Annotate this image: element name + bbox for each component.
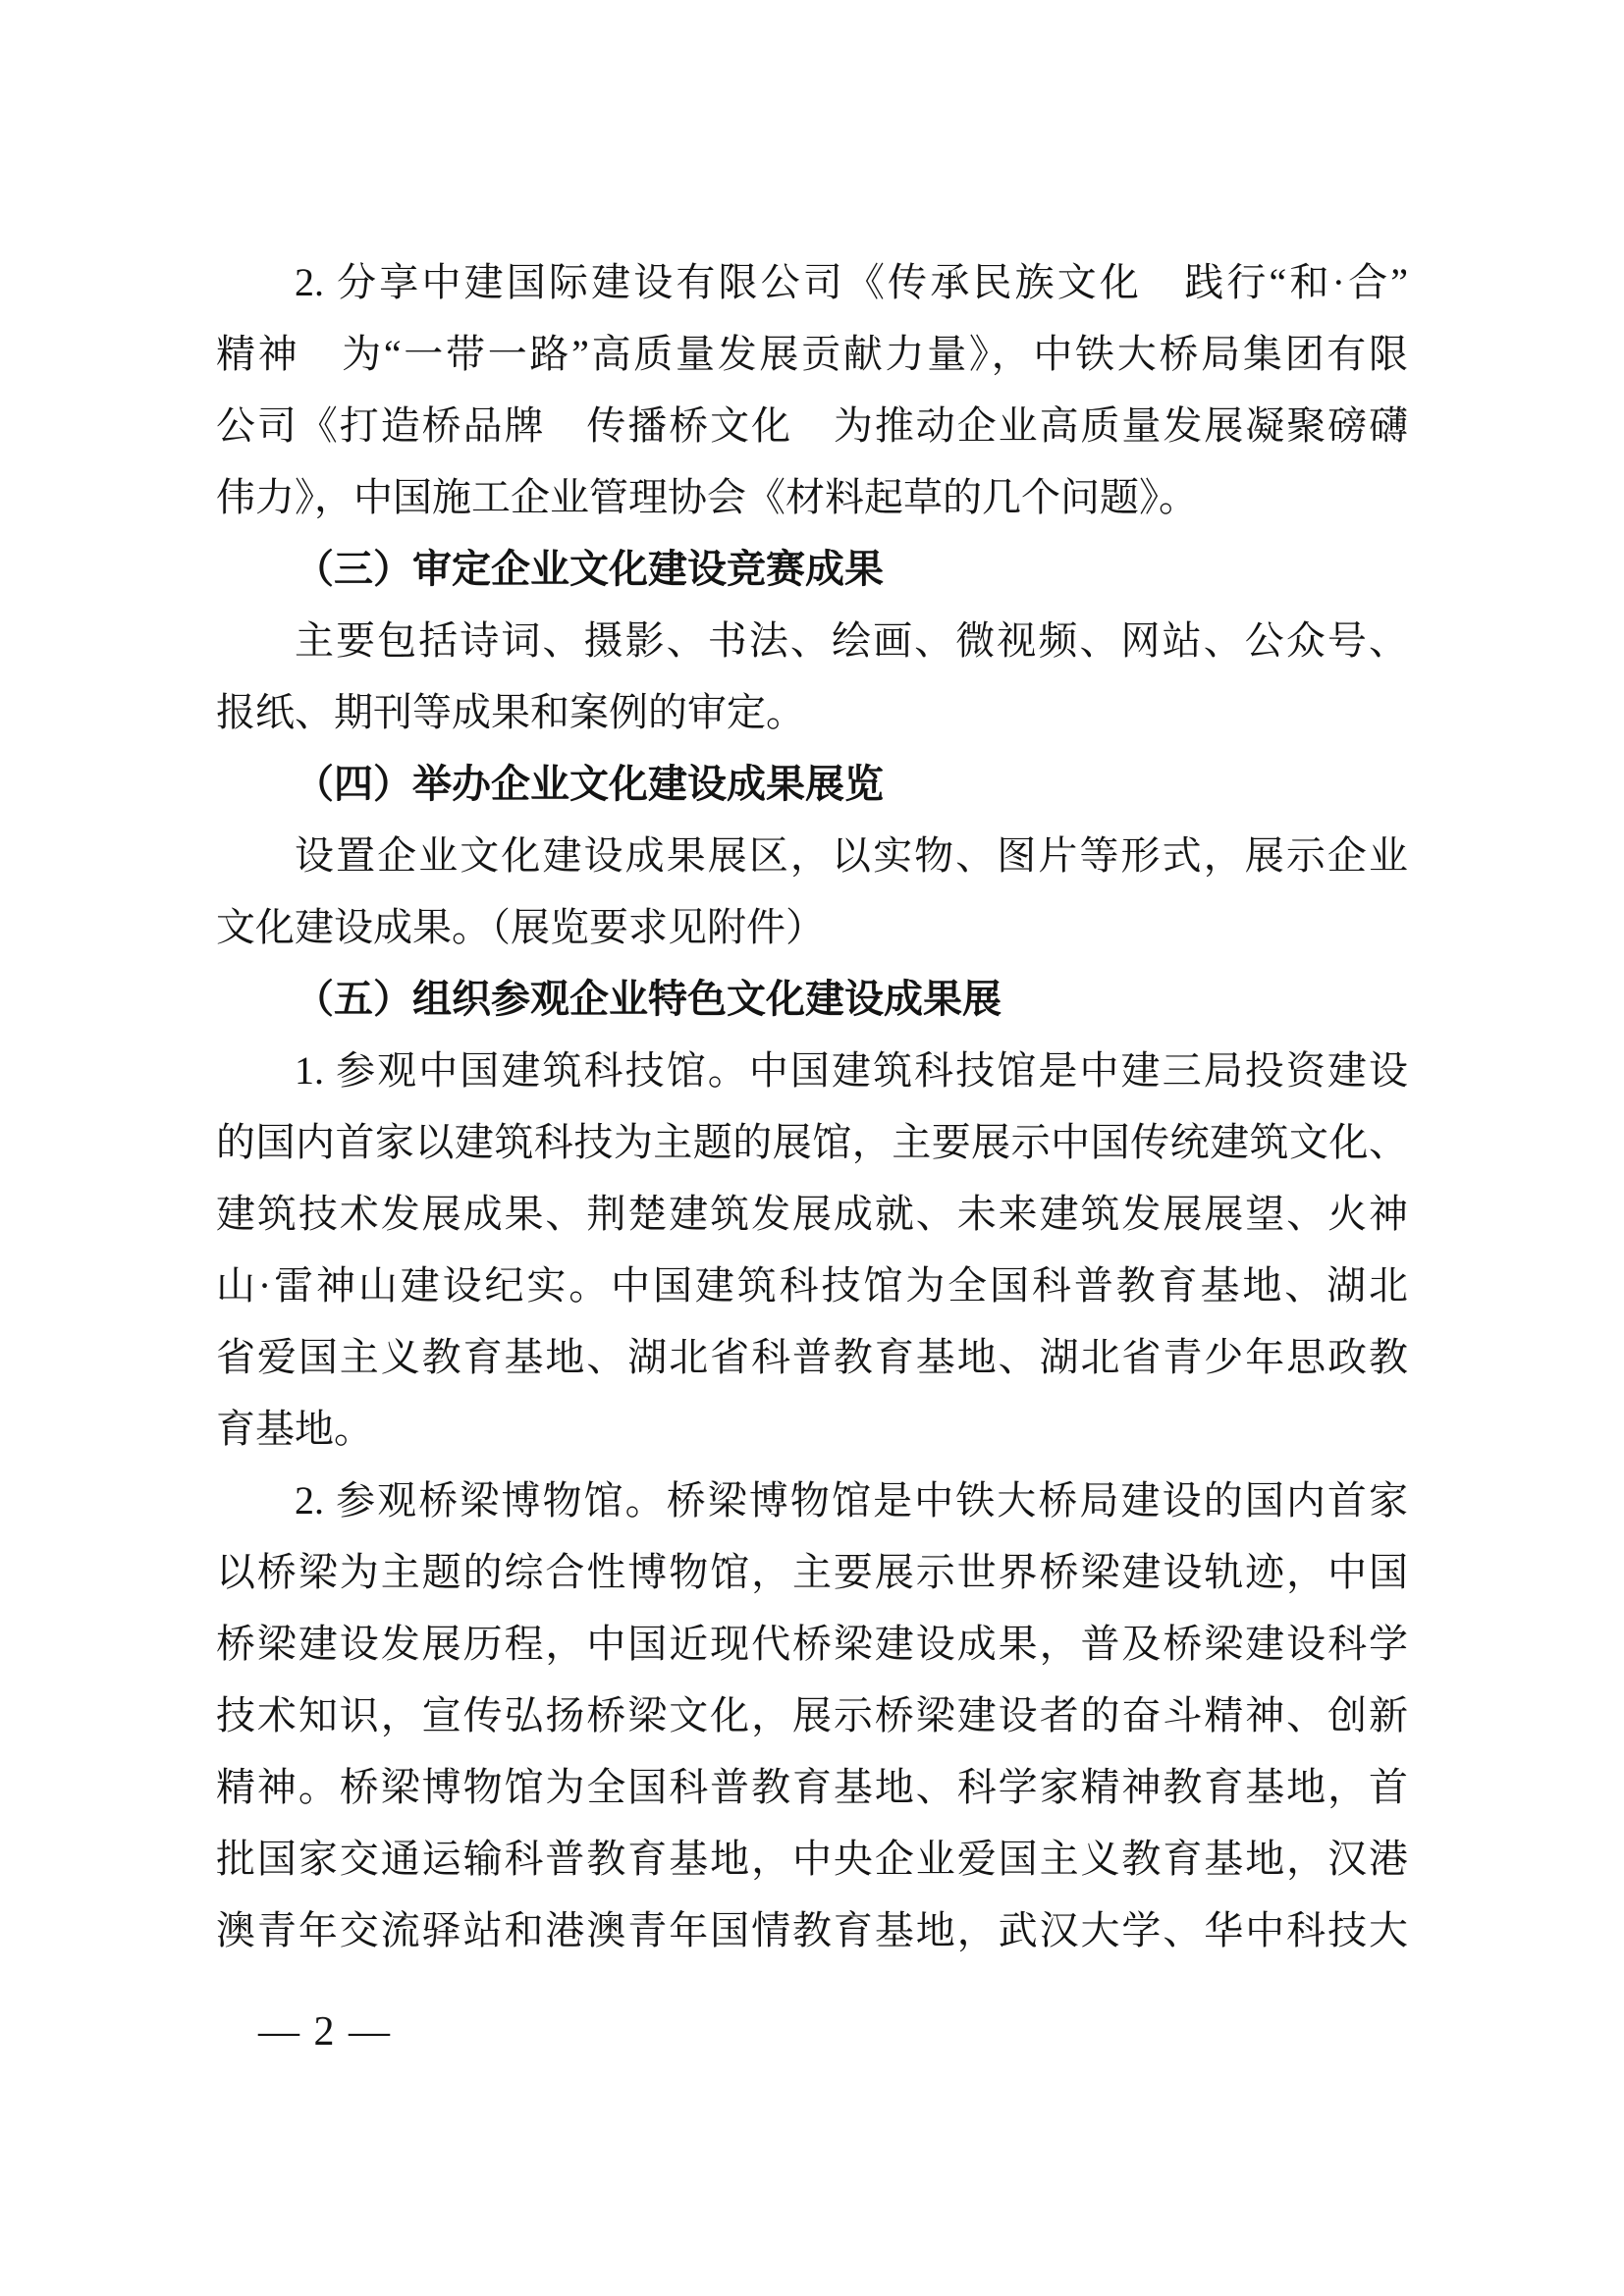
body-line: 精神。桥梁博物馆为全国科普教育基地、科学家精神教育基地，首 xyxy=(216,1765,1408,1809)
body-line: 建筑技术发展成果、荆楚建筑发展成就、未来建筑发展展望、火神 xyxy=(216,1192,1408,1236)
body-line: 的国内首家以建筑科技为主题的展馆，主要展示中国传统建筑文化、 xyxy=(216,1120,1408,1164)
body-line: 精神 为“一带一路”高质量发展贡献力量》，中铁大桥局集团有限 xyxy=(216,332,1408,376)
page-number: — 2 — xyxy=(258,2009,392,2055)
body-line: 公司《打造桥品牌 传播桥文化 为推动企业高质量发展凝聚磅礴 xyxy=(216,403,1408,448)
body-line: 2. 分享中建国际建设有限公司《传承民族文化 践行“和·合” xyxy=(295,260,1408,304)
body-line: 设置企业文化建设成果展区，以实物、图片等形式，展示企业 xyxy=(295,833,1408,878)
body-line: 育基地。 xyxy=(216,1407,373,1451)
section-heading-4: （四）举办企业文化建设成果展览 xyxy=(295,762,884,806)
body-line: 报纸、期刊等成果和案例的审定。 xyxy=(216,690,805,734)
body-line: 以桥梁为主题的综合性博物馆，主要展示世界桥梁建设轨迹，中国 xyxy=(216,1550,1408,1594)
body-line: 技术知识，宣传弘扬桥梁文化，展示桥梁建设者的奋斗精神、创新 xyxy=(216,1693,1408,1737)
body-line: 伟力》，中国施工企业管理协会《材料起草的几个问题》。 xyxy=(216,475,1198,519)
body-line: 文化建设成果。（展览要求见附件） xyxy=(216,905,825,949)
body-line: 山·雷神山建设纪实。中国建筑科技馆为全国科普教育基地、湖北 xyxy=(216,1263,1408,1308)
section-heading-5: （五）组织参观企业特色文化建设成果展 xyxy=(295,977,1001,1021)
body-line: 批国家交通运输科普教育基地，中央企业爱国主义教育基地，汉港 xyxy=(216,1837,1408,1881)
section-heading-3: （三）审定企业文化建设竞赛成果 xyxy=(295,547,884,591)
body-line: 主要包括诗词、摄影、书法、绘画、微视频、网站、公众号、 xyxy=(295,618,1408,663)
body-line: 2. 参观桥梁博物馆。桥梁博物馆是中铁大桥局建设的国内首家 xyxy=(295,1478,1408,1522)
body-line: 省爱国主义教育基地、湖北省科普教育基地、湖北省青少年思政教 xyxy=(216,1335,1408,1379)
body-line: 1. 参观中国建筑科技馆。中国建筑科技馆是中建三局投资建设 xyxy=(295,1048,1408,1093)
body-line: 澳青年交流驿站和港澳青年国情教育基地，武汉大学、华中科技大 xyxy=(216,1908,1408,1952)
body-line: 桥梁建设发展历程，中国近现代桥梁建设成果，普及桥梁建设科学 xyxy=(216,1622,1408,1666)
document-body xyxy=(216,246,1408,1966)
